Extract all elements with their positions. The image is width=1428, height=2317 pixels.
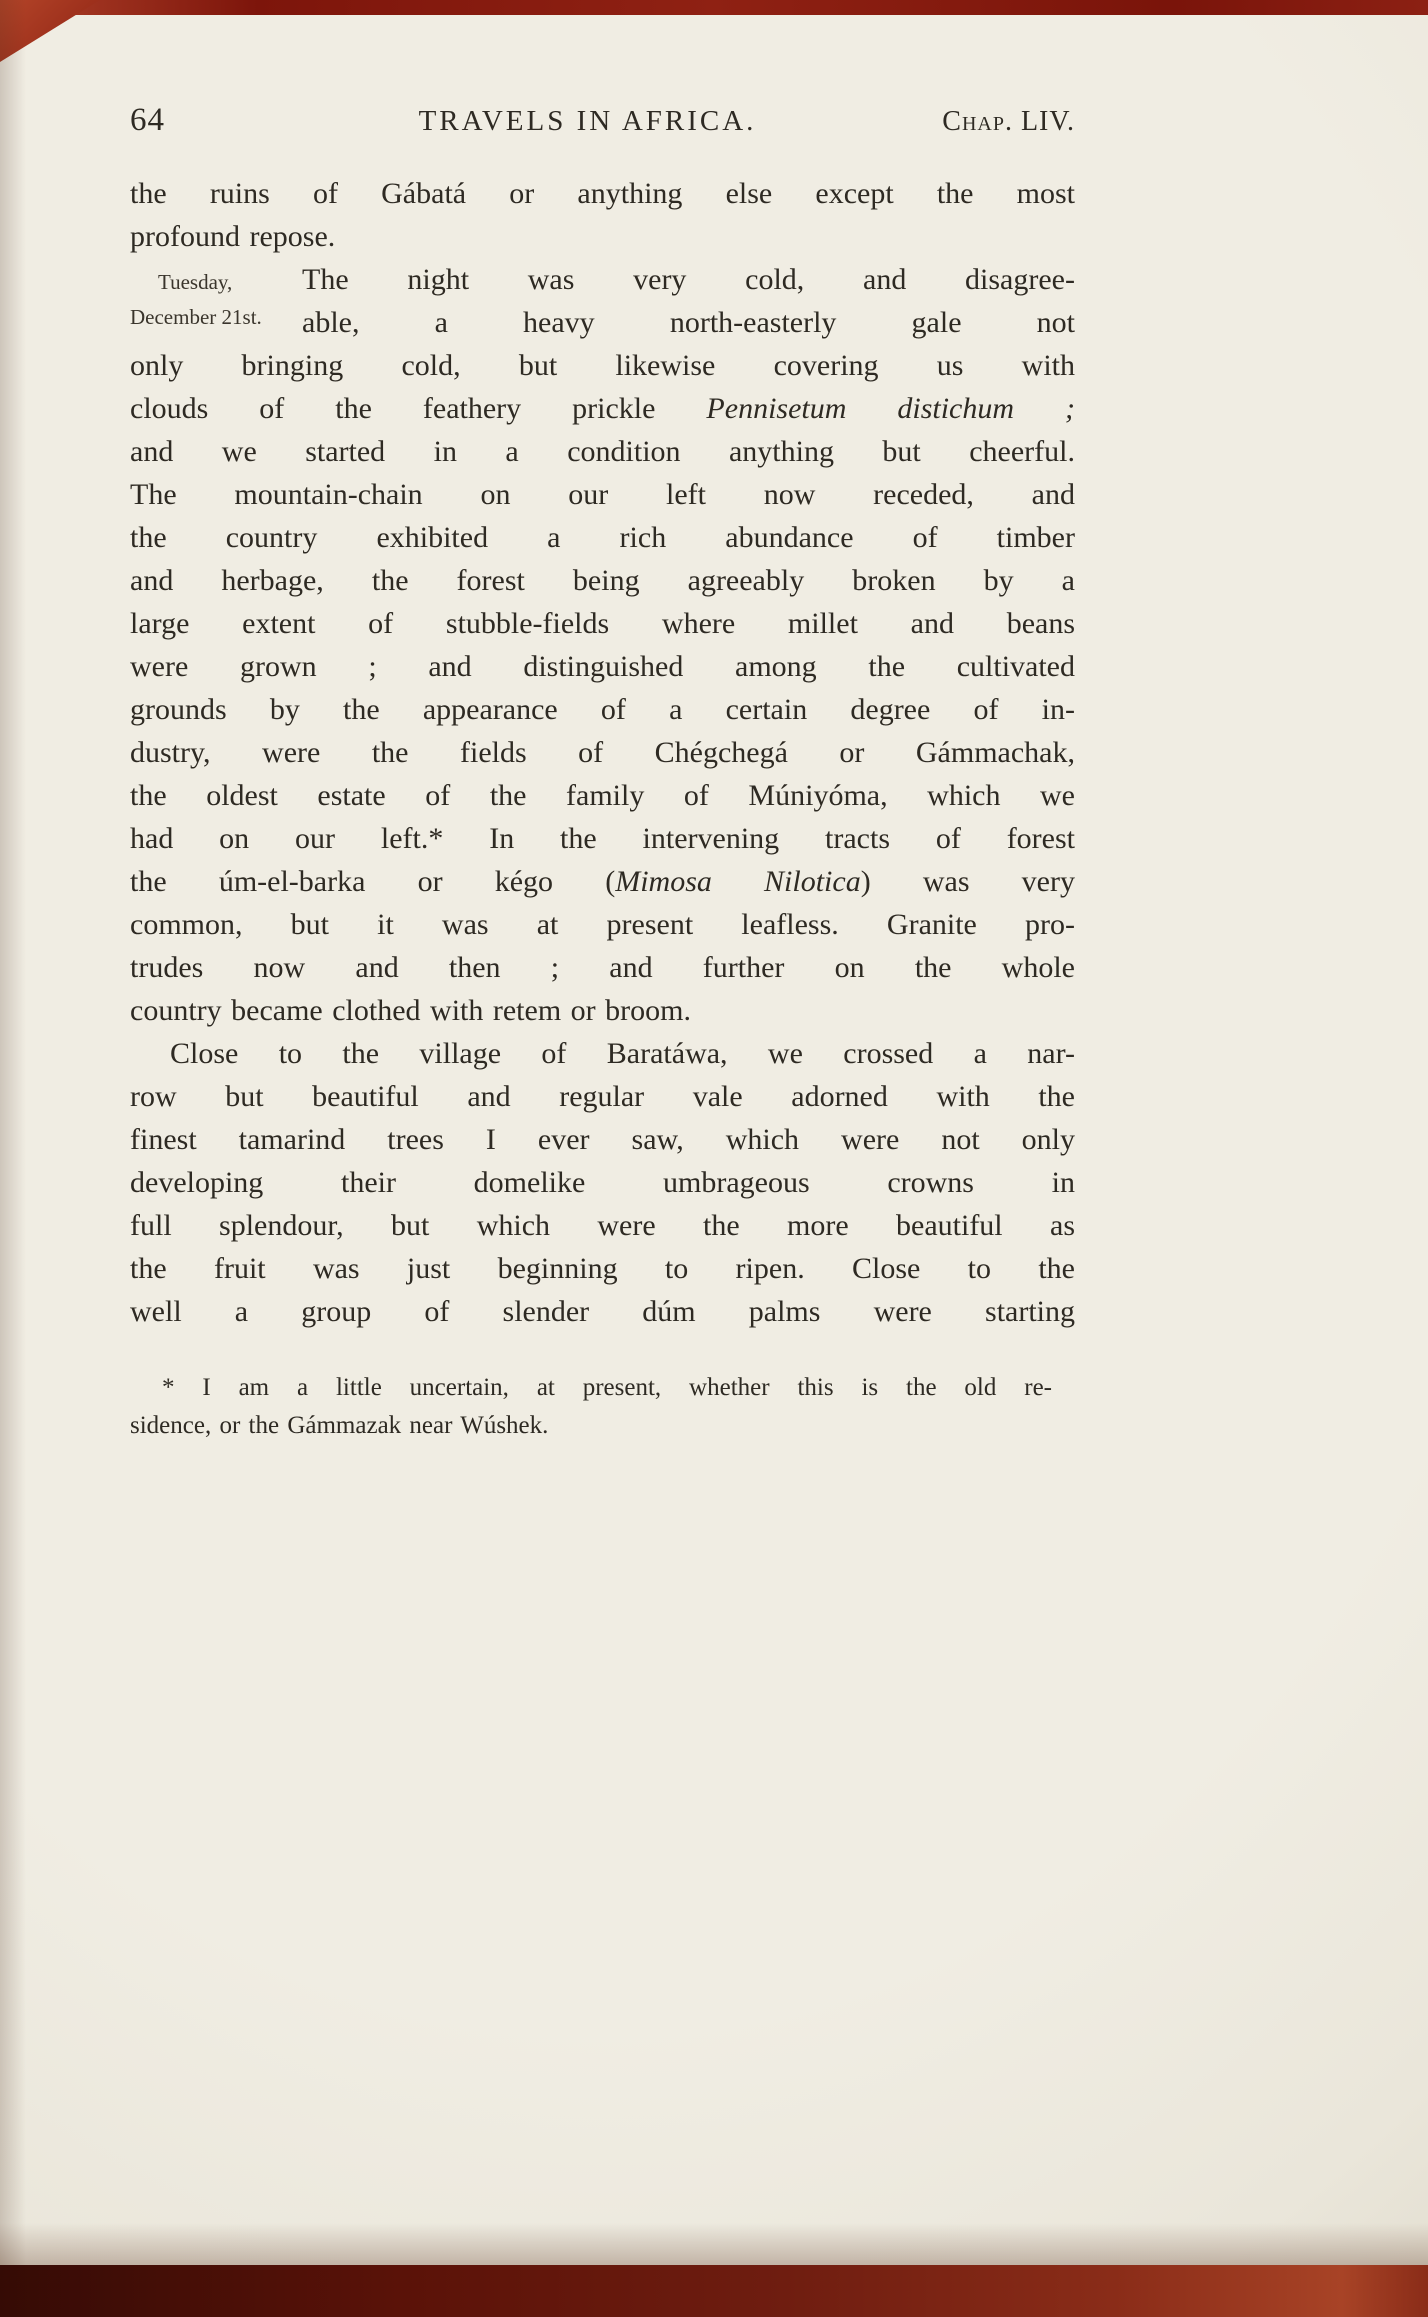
text-line <box>130 1204 1075 1247</box>
chapter-label: Chap. LIV. <box>942 106 1075 137</box>
text-segment: * I am a little uncertain, at present, whether this is the old re- <box>162 1374 1052 1401</box>
text-line <box>130 946 1075 989</box>
text-segment: large extent of stubble-fields where millet and beans <box>130 607 1075 640</box>
text-line <box>130 1247 1075 1290</box>
text-line <box>130 774 1075 817</box>
text-line <box>130 688 1075 731</box>
text-line <box>130 989 1075 1032</box>
text-line <box>130 860 1075 903</box>
text-line <box>130 1369 1052 1407</box>
text-segment: profound repose. <box>130 220 336 253</box>
text-line <box>130 559 1075 602</box>
text-line <box>130 645 1075 688</box>
text-segment: common, but it was at present leafless. Granite pro- <box>130 908 1075 941</box>
paragraph <box>130 1032 1075 1333</box>
text-line <box>130 387 1075 430</box>
text-line <box>130 172 1075 215</box>
italic-text: Pennisetum distichum ; <box>706 392 1075 425</box>
text-segment: grounds by the appearance of a certain degree of in- <box>130 693 1075 726</box>
running-title: TRAVELS IN AFRICA. <box>418 105 757 137</box>
text-line <box>130 1290 1075 1333</box>
text-segment: dustry, were the fields of Chégchegá or Gámmachak, <box>130 736 1075 769</box>
text-segment: and herbage, the forest being agreeably broken by a <box>130 564 1075 597</box>
text-segment: well a group of slender dúm palms were starting <box>130 1295 1075 1328</box>
text-segment: The night was very cold, and disagree- <box>302 263 1075 296</box>
text-line <box>130 602 1075 645</box>
text-segment: Close to the village of Baratáwa, we crossed a nar- <box>170 1037 1075 1070</box>
text-line <box>130 817 1075 860</box>
text-segment: and we started in a condition anything but cheerful. <box>130 435 1075 468</box>
text-segment: sidence, or the Gámmazak near Wúshek. <box>130 1412 549 1439</box>
text-segment: row but beautiful and regular vale adorned with the <box>130 1080 1075 1113</box>
italic-text: Mimosa Nilotica <box>615 865 861 898</box>
page-bottom-shadow <box>0 2223 1428 2265</box>
page-number: 64 <box>130 102 165 138</box>
text-segment: clouds of the feathery prickle <box>130 392 707 425</box>
text-segment: ) was very <box>860 865 1075 898</box>
footnote <box>130 1369 1052 1445</box>
text-line <box>130 516 1075 559</box>
text-segment: The mountain-chain on our left now receded, and <box>130 478 1075 511</box>
text-segment: the fruit was just beginning to ripen. Close to the <box>130 1252 1075 1285</box>
text-segment: full splendour, but which were the more beautiful as <box>130 1209 1075 1242</box>
page-header <box>130 100 1075 142</box>
margin-date-note <box>130 265 296 335</box>
paragraph <box>130 258 1075 1032</box>
text-line <box>130 1118 1075 1161</box>
page-body <box>130 172 1075 1333</box>
page <box>130 100 1075 1445</box>
text-line <box>130 731 1075 774</box>
text-line <box>130 1407 1052 1445</box>
text-segment: finest tamarind trees I ever saw, which were not only <box>130 1123 1075 1156</box>
margin-date-line1: Tuesday, <box>158 270 233 294</box>
text-segment: able, a heavy north-easterly gale not <box>302 306 1075 339</box>
text-segment: the country exhibited a rich abundance of timber <box>130 521 1075 554</box>
text-segment: developing their domelike umbrageous crowns in <box>130 1166 1075 1199</box>
text-segment: trudes now and then ; and further on the whole <box>130 951 1075 984</box>
text-segment: had on our left.* In the intervening tracts of forest <box>130 822 1075 855</box>
text-line <box>130 473 1075 516</box>
text-line <box>130 1161 1075 1204</box>
text-segment: the úm-el-barka or kégo ( <box>130 865 616 898</box>
text-segment: country became clothed with retem or broom. <box>130 994 691 1027</box>
margin-date-line2: December 21st. <box>130 305 262 329</box>
text-line <box>130 344 1075 387</box>
book-cover-top-edge <box>0 0 1428 15</box>
text-segment: only bringing cold, but likewise covering us with <box>130 349 1075 382</box>
page-left-shadow <box>0 0 26 2317</box>
text-segment: the ruins of Gábatá or anything else except the most <box>130 177 1075 210</box>
text-line <box>130 1075 1075 1118</box>
text-segment: the oldest estate of the family of Múniyóma, which we <box>130 779 1075 812</box>
text-line <box>130 430 1075 473</box>
book-cover-bottom-edge <box>0 2265 1428 2317</box>
paragraph <box>130 172 1075 258</box>
text-line <box>130 215 1075 258</box>
text-line <box>130 1032 1075 1075</box>
text-segment: were grown ; and distinguished among the cultivated <box>130 650 1075 683</box>
text-line <box>130 903 1075 946</box>
